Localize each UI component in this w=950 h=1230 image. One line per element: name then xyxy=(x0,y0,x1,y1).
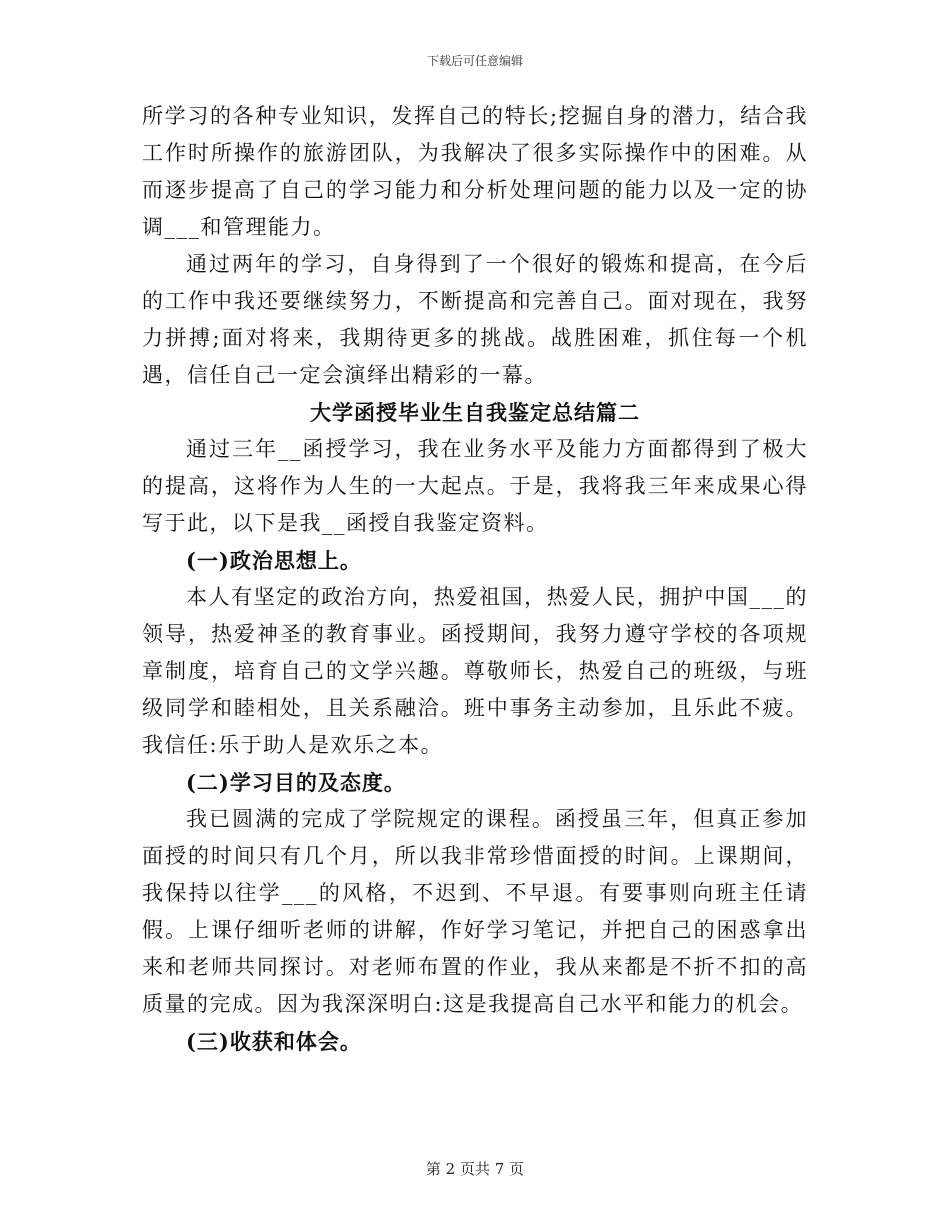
paragraph-4: 本人有坚定的政治方向，热爱祖国，热爱人民，拥护中国___的领导，热爱神圣的教育事业。函授期间，我努力遵守学校的各项规章制度，培育自己的文学兴趣。尊敬师长，热爱自己的班级，与班级同学和睦相处，且关系融洽。班中事务主动参加，且乐此不疲。我信任:乐于助人是欢乐之本。 xyxy=(142,585,808,757)
page-header: 下载后可任意编辑 xyxy=(426,54,523,68)
document-body xyxy=(142,98,808,1060)
subheading-political: (一)政治思想上。 xyxy=(186,548,362,573)
paragraph-2: 通过两年的学习，自身得到了一个很好的锻炼和提高，在今后的工作中我还要继续努力，不断提高和完善自己。面对现在，我努力拼搏;面对将来，我期待更多的挑战。战胜困难，抓住每一个机遇，信任自己一定会演绎出精彩的一幕。 xyxy=(142,252,808,387)
section-title: 大学函授毕业生自我鉴定总结篇二 xyxy=(310,400,640,425)
subheading-gains: (三)收获和体会。 xyxy=(186,1029,362,1054)
page-number: 第 2 页共 7 页 xyxy=(425,1160,525,1178)
paragraph-1: 所学习的各种专业知识，发挥自己的特长;挖掘自身的潜力，结合我工作时所操作的旅游团队，为我解决了很多实际操作中的困难。从而逐步提高了自己的学习能力和分析处理问题的能力以及一定的协调___和管理能力。 xyxy=(142,104,808,239)
paragraph-3: 通过三年__函授学习，我在业务水平及能力方面都得到了极大的提高，这将作为人生的一大起点。于是，我将我三年来成果心得写于此，以下是我__函授自我鉴定资料。 xyxy=(142,437,808,535)
paragraph-5: 我已圆满的完成了学院规定的课程。函授虽三年，但真正参加面授的时间只有几个月，所以我非常珍惜面授的时间。上课期间，我保持以往学___的风格，不迟到、不早退。有要事则向班主任请假。上课仔细听老师的讲解，作好学习笔记，并把自己的困惑拿出来和老师共同探讨。对老师布置的作业，我从来都是不折不扣的高质量的完成。因为我深深明白:这是我提高自己水平和能力的机会。 xyxy=(142,807,808,1016)
subheading-study: (二)学习目的及态度。 xyxy=(186,770,406,795)
